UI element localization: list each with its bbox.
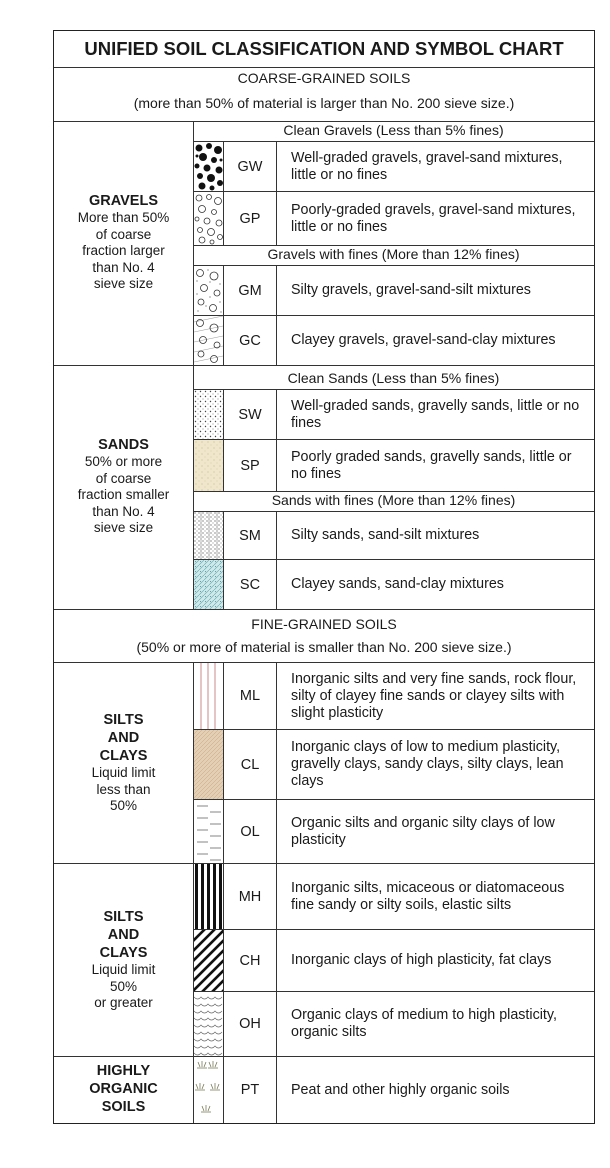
symbol-code: CL bbox=[240, 756, 260, 773]
gc-pattern-icon bbox=[194, 316, 223, 365]
silts-clays-low-group bbox=[54, 663, 193, 863]
chart-title: UNIFIED SOIL CLASSIFICATION AND SYMBOL CHART bbox=[84, 38, 564, 59]
soil-description: Inorganic clays of high plasticity, fat clays bbox=[291, 952, 552, 968]
coarse-heading: COARSE-GRAINED SOILS bbox=[237, 70, 411, 86]
symbol-code: SM bbox=[239, 527, 261, 544]
pt-pattern-icon bbox=[194, 1057, 223, 1123]
sp-pattern-icon bbox=[194, 440, 223, 491]
fine-heading: FINE-GRAINED SOILS bbox=[251, 616, 397, 632]
coarse-subheading: (more than 50% of material is larger than No. 200 sieve size.) bbox=[133, 95, 515, 111]
symbol-code: SP bbox=[240, 457, 260, 474]
silts-clays-high-group bbox=[54, 864, 193, 1056]
soil-description: Well-graded gravels, gravel-sand mixtures, little or no fines bbox=[291, 149, 563, 183]
group-criteria-line: 50% bbox=[109, 798, 138, 814]
group-criteria-line: or greater bbox=[94, 995, 153, 1011]
symbol-code: GP bbox=[239, 210, 261, 227]
sc-pattern-icon bbox=[194, 560, 223, 609]
symbol-code: PT bbox=[240, 1082, 260, 1098]
sands-criteria-line: 50% or more bbox=[84, 454, 163, 470]
soil-description: Poorly-graded gravels, gravel-sand mixtures, little or no fines bbox=[291, 201, 576, 235]
gravels-criteria-line: of coarse bbox=[95, 226, 152, 242]
symbol-code: OH bbox=[239, 1016, 261, 1032]
clean-gravels-label: Clean Gravels (Less than 5% fines) bbox=[283, 122, 504, 138]
soil-description: Clayey gravels, gravel-sand-clay mixtures bbox=[291, 332, 556, 348]
gw-pattern-icon bbox=[194, 142, 223, 191]
symbol-code: SW bbox=[238, 406, 262, 423]
soil-classification-chart bbox=[53, 30, 595, 1124]
group-name-line: HIGHLY bbox=[96, 1063, 151, 1079]
ch-pattern-icon bbox=[194, 930, 223, 991]
symbol-code: MH bbox=[238, 888, 262, 905]
group-name-line: SILTS bbox=[103, 712, 144, 729]
group-name-line: AND bbox=[107, 927, 140, 944]
oh-pattern-icon bbox=[194, 992, 223, 1056]
gravels-criteria-line: sieve size bbox=[93, 276, 154, 292]
group-criteria-line: Liquid limit bbox=[91, 765, 156, 781]
mh-pattern-icon bbox=[194, 864, 223, 929]
sands-criteria-line: than No. 4 bbox=[92, 503, 155, 519]
sw-pattern-icon bbox=[194, 390, 223, 439]
gm-pattern-icon bbox=[194, 266, 223, 315]
gravels-criteria-line: fraction larger bbox=[82, 243, 165, 259]
sands-criteria-line: sieve size bbox=[93, 520, 154, 536]
group-name-line: ORGANIC bbox=[89, 1081, 158, 1097]
sands-group bbox=[54, 364, 193, 609]
symbol-code: GM bbox=[238, 282, 262, 299]
highly-organic-group bbox=[54, 1056, 193, 1122]
soil-description: Organic clays of medium to high plasticity, organic silts bbox=[291, 1007, 557, 1040]
gravels-criteria-line: More than 50% bbox=[77, 210, 170, 226]
symbol-code: ML bbox=[239, 688, 261, 704]
group-criteria-line: less than bbox=[96, 781, 151, 797]
sands-with-fines-label: Sands with fines (More than 12% fines) bbox=[271, 492, 516, 508]
gravels-with-fines-label: Gravels with fines (More than 12% fines) bbox=[267, 246, 520, 262]
group-name-line: SILTS bbox=[103, 909, 144, 926]
clean-sands-label: Clean Sands (Less than 5% fines) bbox=[287, 370, 500, 386]
sands-criteria-line: fraction smaller bbox=[77, 487, 170, 503]
gp-pattern-icon bbox=[194, 192, 223, 245]
soil-description: Peat and other highly organic soils bbox=[291, 1081, 510, 1098]
group-name-line: CLAYS bbox=[99, 945, 148, 962]
symbol-code: OL bbox=[240, 823, 260, 840]
group-name-line: CLAYS bbox=[99, 748, 148, 765]
soil-description: Inorganic silts, micaceous or diatomaceous fine sandy or silty soils, elastic silts bbox=[291, 879, 565, 913]
soil-description: Silty sands, sand-silt mixtures bbox=[291, 527, 480, 543]
sands-criteria-line: of coarse bbox=[95, 470, 152, 486]
group-criteria-line: Liquid limit bbox=[91, 962, 156, 978]
symbol-code: GC bbox=[239, 332, 261, 349]
gravels-group bbox=[54, 122, 193, 363]
sands-name: SANDS bbox=[98, 437, 149, 454]
symbol-code: CH bbox=[239, 952, 261, 969]
soil-description: Poorly graded sands, gravelly sands, little or no fines bbox=[291, 448, 572, 482]
soil-description: Inorganic silts and very fine sands, rock flour, silty of clayey fine sands or clayey silts with slight plasticity bbox=[291, 670, 577, 721]
group-name-line: AND bbox=[107, 730, 140, 747]
sm-pattern-icon bbox=[194, 512, 223, 559]
ml-pattern-icon bbox=[194, 663, 223, 729]
soil-description: Silty gravels, gravel-sand-silt mixtures bbox=[291, 282, 531, 298]
gravels-name: GRAVELS bbox=[88, 193, 159, 210]
soil-description: Well-graded sands, gravelly sands, little or no fines bbox=[291, 397, 580, 431]
ol-pattern-icon bbox=[194, 800, 223, 863]
group-criteria-line: 50% bbox=[109, 978, 138, 994]
fine-subheading: (50% or more of material is smaller than No. 200 sieve size.) bbox=[136, 639, 512, 655]
symbol-code: GW bbox=[237, 158, 263, 175]
group-name-line: SOILS bbox=[101, 1099, 146, 1115]
soil-description: Inorganic clays of low to medium plasticity, gravelly clays, sandy clays, silty clays, lean clays bbox=[291, 739, 564, 789]
symbol-code: SC bbox=[239, 576, 261, 593]
soil-description: Clayey sands, sand-clay mixtures bbox=[291, 576, 504, 592]
cl-pattern-icon bbox=[194, 730, 223, 799]
gravels-criteria-line: than No. 4 bbox=[92, 259, 155, 275]
soil-description: Organic silts and organic silty clays of low plasticity bbox=[291, 814, 555, 848]
